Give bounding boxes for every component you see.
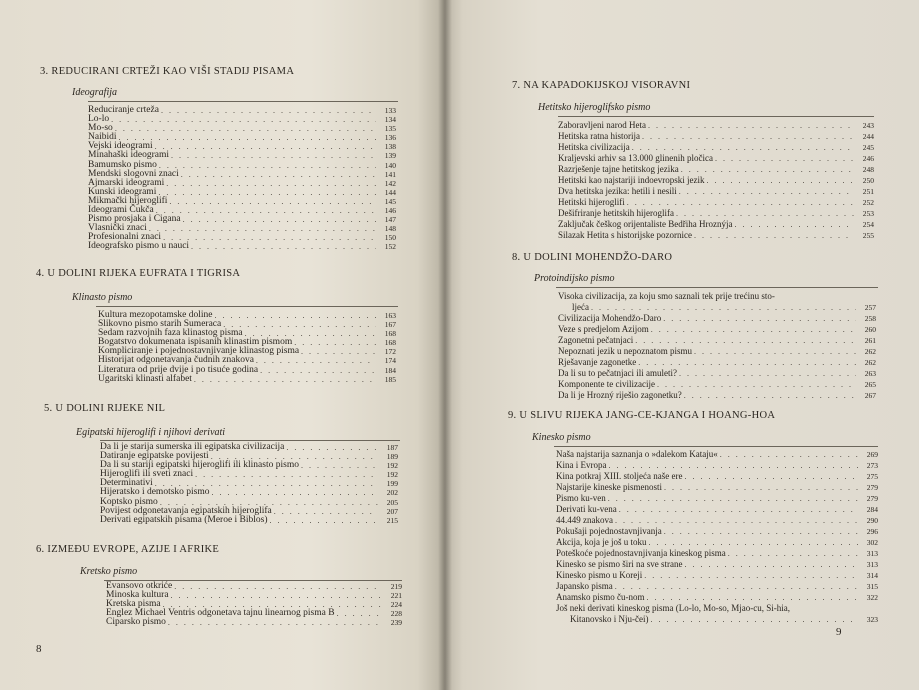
dot-leader: [608, 493, 858, 504]
toc-entry-title: Zaboravljeni narod Heta: [558, 120, 646, 130]
toc-entry-title: Nepoznati jezik u nepoznatom pismu: [558, 346, 692, 356]
page-number: 8: [36, 643, 42, 655]
toc-entry-page: 279: [866, 483, 878, 492]
toc-entry: [558, 219, 874, 230]
toc-entry-title: Naša najstarija saznanja o »dalekom Kataju«: [556, 449, 718, 459]
toc-list: [100, 443, 398, 525]
dot-leader: [337, 609, 382, 618]
toc-entry: [88, 106, 396, 115]
toc-entry-page: 146: [384, 206, 396, 216]
section-subheading: Klinasto pismo: [72, 292, 133, 303]
toc-entry-title: Zagonetni pečatnjaci: [558, 335, 634, 345]
toc-entry-title: Kinesko pismo u Koreji: [556, 570, 643, 580]
toc-entry-page: 269: [866, 450, 878, 459]
toc-entry-page: 258: [864, 314, 876, 323]
dot-leader: [676, 208, 854, 219]
toc-entry-page: 267: [864, 391, 876, 400]
dot-leader: [644, 570, 858, 581]
toc-entry-page: 192: [386, 461, 398, 471]
toc-entry-title: Da li je Hrozný riješio zagonetku?: [558, 390, 682, 400]
toc-entry: [556, 493, 878, 504]
toc-entry: [88, 115, 396, 124]
toc-entry: [558, 175, 874, 186]
toc-entry-page: 262: [864, 347, 876, 356]
toc-entry-page: 136: [384, 133, 396, 143]
toc-entry-page: 148: [384, 224, 396, 234]
toc-entry: [558, 302, 876, 313]
dot-leader: [286, 443, 378, 452]
dot-leader: [174, 582, 382, 591]
dot-leader: [212, 488, 378, 497]
toc-entry: [558, 379, 876, 390]
toc-entry-title: Determinativi: [100, 478, 153, 489]
toc-entry: [558, 313, 876, 324]
toc-entry-page: 168: [384, 329, 396, 339]
toc-entry: [556, 581, 878, 592]
toc-entry: [556, 449, 878, 460]
section-heading: 4. U DOLINI RIJEKA EUFRATA I TIGRISA: [36, 268, 241, 279]
dot-leader: [183, 215, 376, 224]
toc-entry-title: Vlasnički znaci: [88, 223, 147, 234]
toc-entry-title: Silazak Hetita s historijske pozornice: [558, 230, 692, 240]
toc-entry-title: Najstarije kineske pismenosti: [556, 482, 662, 492]
dot-leader: [684, 471, 858, 482]
toc-entry-page: 172: [384, 347, 396, 357]
toc-entry-title: Mo-so: [88, 123, 113, 134]
toc-entry-title: Kinesko se pismo širi na sve strane: [556, 559, 683, 569]
toc-entry-page: 322: [866, 593, 878, 602]
toc-entry-title: Profesionalni znaci: [88, 232, 162, 243]
dot-leader: [260, 366, 376, 375]
right-page: [444, 0, 919, 690]
toc-entry-title: Ideografsko pismo u nauci: [88, 241, 190, 252]
toc-entry: [558, 335, 876, 346]
toc-entry-page: 246: [862, 154, 874, 163]
toc-entry-page: 199: [386, 479, 398, 489]
toc-entry-title: Koptsko pismo: [100, 496, 158, 507]
toc-entry-title: Sedam razvojnih faza klinastog pisma: [98, 328, 243, 339]
dot-leader: [648, 537, 858, 548]
toc-entry: [556, 570, 878, 581]
toc-entry-title: Dva hetitska jezika: hetili i nesili: [558, 186, 677, 196]
dot-leader: [651, 324, 856, 335]
dot-leader: [171, 591, 382, 600]
dot-leader: [619, 504, 858, 515]
toc-entry-title: Ideogrami Čukča: [88, 205, 154, 216]
toc-list: [106, 582, 402, 627]
toc-entry: [556, 526, 878, 537]
dot-leader: [728, 548, 858, 559]
toc-entry-title: Zaključak češkog orijentaliste Bedřiha Hroznýja: [558, 219, 733, 229]
toc-entry-title: Kina potkraj XIII. stoljeća naše ere: [556, 471, 683, 481]
dot-leader: [169, 197, 376, 206]
toc-entry-title: Civilizacija Mohendžo-Daro: [558, 313, 662, 323]
dot-leader: [171, 151, 376, 160]
section-subheading: Ideografija: [72, 87, 117, 98]
dot-leader: [663, 313, 856, 324]
dot-leader: [156, 206, 376, 215]
toc-entry: [556, 460, 878, 471]
section-subheading: Hetitsko hijeroglifsko pismo: [538, 102, 651, 113]
toc-entry: [556, 548, 878, 559]
dot-leader: [294, 338, 376, 347]
toc-entry-page: 205: [386, 497, 398, 507]
toc-entry-page: 145: [384, 196, 396, 206]
section-subheading: Protoindijsko pismo: [534, 273, 615, 284]
toc-entry: [556, 592, 878, 603]
dot-leader: [664, 526, 858, 537]
toc-entry: [558, 153, 874, 164]
toc-entry: [98, 375, 396, 384]
toc-entry-page: 189: [386, 452, 398, 462]
section-subheading: Kinesko pismo: [532, 432, 591, 443]
toc-entry-page: 144: [384, 187, 396, 197]
toc-entry: [88, 124, 396, 133]
toc-entry-title: Hetitski kao najstariji indoevropski jezik: [558, 175, 705, 185]
toc-entry: [558, 197, 874, 208]
toc-entry-page: 313: [866, 560, 878, 569]
toc-entry-title: Pismo ku-ven: [556, 493, 606, 503]
divider: [96, 306, 398, 307]
toc-entry-title: Pokušaji pojednostavnjivanja: [556, 526, 662, 536]
toc-entry-page: 244: [862, 132, 874, 141]
toc-entry-title: Naibidi: [88, 132, 117, 143]
dot-leader: [615, 515, 858, 526]
dot-leader: [679, 186, 854, 197]
toc-entry: [558, 291, 876, 302]
toc-entry: [556, 537, 878, 548]
toc-entry: [558, 186, 874, 197]
dot-leader: [155, 142, 376, 151]
divider: [554, 446, 878, 447]
divider: [88, 101, 398, 102]
toc-entry-title: ljeća: [572, 302, 589, 312]
section-subheading: Egipatski hijeroglifi i njihovi derivati: [76, 427, 226, 438]
toc-entry: [558, 230, 874, 241]
section-heading: 8. U DOLINI MOHENDŽO-DARO: [512, 252, 673, 263]
toc-entry-title: Kompliciranje i pojednostavnjivanje klinastog pisma: [98, 346, 300, 357]
toc-entry: [556, 614, 878, 625]
dot-leader: [195, 470, 378, 479]
toc-entry-title: Anamsko pismo ču-nom: [556, 592, 645, 602]
toc-entry-page: 302: [866, 538, 878, 547]
toc-entry: [558, 357, 876, 368]
toc-entry-page: 133: [384, 106, 396, 115]
toc-entry-page: 168: [384, 338, 396, 348]
toc-entry-page: 135: [384, 124, 396, 134]
toc-entry-title: Derivati ku-vena: [556, 504, 617, 514]
dot-leader: [301, 461, 378, 470]
toc-entry-title: Kretska pisma: [106, 599, 161, 610]
dot-leader: [158, 188, 376, 197]
toc-entry: [558, 346, 876, 357]
toc-entry-title: Da li su to pečatnjaci ili amuleti?: [558, 368, 677, 378]
toc-entry: [106, 618, 402, 627]
dot-leader: [650, 614, 858, 625]
toc-entry-page: 265: [864, 380, 876, 389]
toc-entry-page: 315: [866, 582, 878, 591]
toc-entry-title: Derivati egipatskih pisama (Meroe i Biblos): [100, 514, 268, 525]
dot-leader: [166, 179, 376, 188]
toc-entry-title: Rješavanje zagonetke: [558, 357, 637, 367]
toc-entry: [100, 516, 398, 525]
toc-entry-page: 323: [866, 615, 878, 624]
toc-entry-page: 245: [862, 143, 874, 152]
toc-entry-page: 184: [384, 365, 396, 375]
toc-entry-title: Dešifriranje hetitskih hijeroglifa: [558, 208, 674, 218]
toc-entry: [558, 120, 874, 131]
divider: [100, 440, 400, 441]
dot-leader: [191, 242, 376, 251]
dot-leader: [715, 153, 854, 164]
dot-leader: [159, 161, 376, 170]
toc-entry-page: 290: [866, 516, 878, 525]
toc-entry-page: 257: [864, 303, 876, 312]
toc-list: [556, 449, 878, 625]
toc-entry-title: Ajmarski ideogrami: [88, 177, 165, 188]
toc-entry-page: 163: [384, 311, 396, 320]
toc-entry-title: Da li su stariji egipatski hijeroglifi ili klinasto pismo: [100, 460, 299, 471]
toc-entry-page: 192: [386, 470, 398, 480]
dot-leader: [679, 368, 856, 379]
toc-entry: [558, 368, 876, 379]
dot-leader: [684, 390, 856, 401]
dot-leader: [111, 115, 376, 124]
page-number: 9: [836, 626, 842, 638]
dot-leader: [635, 335, 856, 346]
dot-leader: [720, 449, 858, 460]
dot-leader: [632, 142, 854, 153]
toc-entry-title: Historijat odgonetavanja čudnih znakova: [98, 355, 254, 366]
toc-entry-title: Hetitska ratna historija: [558, 131, 640, 141]
dot-leader: [694, 230, 854, 241]
toc-entry: [556, 603, 878, 614]
toc-list: [558, 120, 874, 241]
toc-entry-page: 273: [866, 461, 878, 470]
toc-entry-title: Evansovo otkriće: [106, 581, 173, 591]
toc-entry: [88, 242, 396, 251]
toc-entry: [556, 515, 878, 526]
toc-entry-title: Povijest odgonetavanja egipatskih hijeroglifa: [100, 505, 272, 516]
dot-leader: [115, 124, 376, 133]
toc-entry-title: Minoska kultura: [106, 590, 169, 601]
toc-entry-page: 138: [384, 142, 396, 152]
toc-entry-title: Da li je starija sumerska ili egipatska civilizacija: [100, 442, 285, 452]
dot-leader: [163, 233, 376, 242]
toc-entry-page: 313: [866, 549, 878, 558]
toc-entry-page: 253: [862, 209, 874, 218]
section-heading: 6. IZMEĐU EVROPE, AZIJE I AFRIKE: [36, 544, 220, 555]
toc-entry: [558, 324, 876, 335]
toc-entry: [556, 482, 878, 493]
toc-entry-page: 284: [866, 505, 878, 514]
toc-entry-page: 224: [390, 600, 402, 610]
dot-leader: [648, 120, 854, 131]
toc-entry-title: Razrješenje tajne hetitskog jezika: [558, 164, 679, 174]
dot-leader: [657, 379, 856, 390]
toc-entry-title: Ugaritski klinasti alfabet: [98, 373, 192, 384]
toc-entry-title: Hetitska civilizacija: [558, 142, 630, 152]
toc-entry: [556, 504, 878, 515]
section-heading: 7. NA KAPADOKIJSKOJ VISORAVNI: [512, 80, 691, 91]
divider: [556, 287, 878, 288]
toc-entry-page: 263: [864, 369, 876, 378]
dot-leader: [638, 357, 856, 368]
toc-entry: [556, 471, 878, 482]
toc-entry-page: 147: [384, 215, 396, 225]
dot-leader: [664, 482, 858, 493]
toc-entry-page: 187: [386, 443, 398, 452]
toc-entry-page: 174: [384, 356, 396, 366]
dot-leader: [642, 131, 854, 142]
toc-entry-page: 185: [384, 374, 396, 384]
dot-leader: [194, 375, 376, 384]
section-heading: 3. REDUCIRANI CRTEŽI KAO VIŠI STADIJ PISAMA: [40, 66, 295, 77]
toc-entry-page: 275: [866, 472, 878, 481]
toc-entry-title: Mikmački hijeroglifi: [88, 195, 168, 206]
dot-leader: [119, 133, 377, 142]
dot-leader: [608, 460, 858, 471]
toc-entry-title: Veze s predjelom Azijom: [558, 324, 649, 334]
toc-entry-title: Ciparsko pismo: [106, 617, 166, 628]
toc-entry-title: Kina i Evropa: [556, 460, 607, 470]
toc-entry-title: Literatura od prije dvije i po tisuće godina: [98, 364, 259, 375]
toc-entry-title: Reduciranje crteža: [88, 105, 159, 115]
toc-entry-page: 255: [862, 231, 874, 240]
toc-entry-title: Bamumsko pismo: [88, 159, 157, 170]
toc-entry: [558, 208, 874, 219]
book-gutter: [438, 0, 452, 690]
toc-entry-page: 248: [862, 165, 874, 174]
toc-entry-title: Mendski slogovni znaci: [88, 168, 179, 179]
toc-entry-page: 243: [862, 121, 874, 130]
dot-leader: [223, 320, 376, 329]
toc-entry-page: 261: [864, 336, 876, 345]
toc-entry-title: Datiranje egipatske povijesti: [100, 451, 209, 462]
dot-leader: [301, 347, 376, 356]
toc-entry-title: Kraljevski arhiv sa 13.000 glinenih pločica: [558, 153, 713, 163]
toc-entry-page: 314: [866, 571, 878, 580]
toc-entry: [558, 164, 874, 175]
toc-entry-page: 141: [384, 169, 396, 179]
toc-entry: [556, 559, 878, 570]
toc-entry-title: Komponente te civilizacije: [558, 379, 655, 389]
dot-leader: [684, 559, 858, 570]
toc-entry-title: Japansko pisma: [556, 581, 613, 591]
section-subheading: Kretsko pismo: [80, 566, 138, 577]
toc-entry-page: 139: [384, 151, 396, 161]
dot-leader: [168, 618, 382, 627]
toc-entry-title: Kitanovsko i Nju-čei): [570, 614, 649, 624]
toc-entry-page: 150: [384, 233, 396, 243]
toc-list: [558, 291, 876, 401]
toc-entry-title: Pismo prosjaka i Cigana: [88, 214, 181, 225]
toc-entry-page: 167: [384, 320, 396, 330]
toc-entry-title: Minahaški ideogrami: [88, 150, 169, 161]
toc-entry-page: 239: [390, 618, 402, 628]
toc-entry-page: 219: [390, 582, 402, 591]
dot-leader: [270, 516, 378, 525]
toc-entry-title: Kunski ideogrami: [88, 186, 157, 197]
dot-leader: [274, 507, 378, 516]
toc-entry-page: 251: [862, 187, 874, 196]
toc-entry-page: 134: [384, 115, 396, 125]
toc-entry: [558, 390, 876, 401]
toc-entry-title: Lo-lo: [88, 114, 110, 125]
toc-entry-title: Akcija, koja je još u toku: [556, 537, 647, 547]
toc-entry-title: Poteškoće pojednostavnjivanja kineskog pisma: [556, 548, 726, 558]
dot-leader: [149, 224, 376, 233]
left-page: [0, 0, 444, 690]
toc-entry-page: 228: [390, 609, 402, 619]
section-heading: 9. U SLIVU RIJEKA JANG-CE-KJANGA I HOANG-HOA: [508, 410, 776, 421]
toc-entry-title: Hijeroglifi ili sveti znaci: [100, 469, 194, 480]
toc-entry-page: 140: [384, 160, 396, 170]
toc-list: [88, 106, 396, 252]
divider: [558, 116, 874, 117]
section-heading: 5. U DOLINI RIJEKE NIL: [44, 403, 166, 414]
dot-leader: [706, 175, 854, 186]
dot-leader: [161, 106, 376, 115]
toc-entry-page: 202: [386, 488, 398, 498]
toc-entry: [558, 142, 874, 153]
toc-entry-title: Hetitski hijeroglifi: [558, 197, 625, 207]
toc-entry-title: Slikovno pismo starih Sumeraca: [98, 319, 222, 330]
toc-entry-page: 296: [866, 527, 878, 536]
dot-leader: [256, 356, 376, 365]
dot-leader: [734, 219, 854, 230]
toc-entry-page: 254: [862, 220, 874, 229]
toc-entry-title: Vejski ideogrami: [88, 141, 153, 152]
toc-entry-title: Englez Michael Ventris odgonetava tajnu linearnog pisma B: [106, 608, 335, 619]
toc-entry-title: 44.449 znakova: [556, 515, 613, 525]
dot-leader: [215, 311, 377, 320]
toc-entry-page: 215: [386, 515, 398, 525]
toc-entry-title: Visoka civilizacija, za koju smo saznali tek prije trećinu sto-: [558, 291, 775, 301]
toc-entry-page: 221: [390, 591, 402, 601]
toc-entry-page: 152: [384, 242, 396, 252]
dot-leader: [694, 346, 856, 357]
toc-entry-page: 279: [866, 494, 878, 503]
toc-entry-title: Kultura mezopotamske doline: [98, 310, 213, 320]
toc-entry-page: 207: [386, 506, 398, 516]
dot-leader: [681, 164, 854, 175]
toc-entry-page: 262: [864, 358, 876, 367]
dot-leader: [591, 302, 856, 313]
toc-entry-page: 252: [862, 198, 874, 207]
toc-entry-page: 260: [864, 325, 876, 334]
toc-entry-title: Hijeratsko i demotsko pismo: [100, 487, 210, 498]
toc-entry-title: Još neki derivati kineskog pisma (Lo-lo, Mo-so, Mjao-cu, Si-hia,: [556, 603, 790, 613]
toc-entry-title: Bogatstvo dokumenata ispisanih klinastim pismom: [98, 337, 293, 348]
toc-entry-page: 250: [862, 176, 874, 185]
toc-entry-page: 142: [384, 178, 396, 188]
toc-entry: [558, 131, 874, 142]
dot-leader: [615, 581, 858, 592]
dot-leader: [627, 197, 854, 208]
dot-leader: [181, 170, 376, 179]
toc-list: [98, 311, 396, 384]
dot-leader: [647, 592, 859, 603]
